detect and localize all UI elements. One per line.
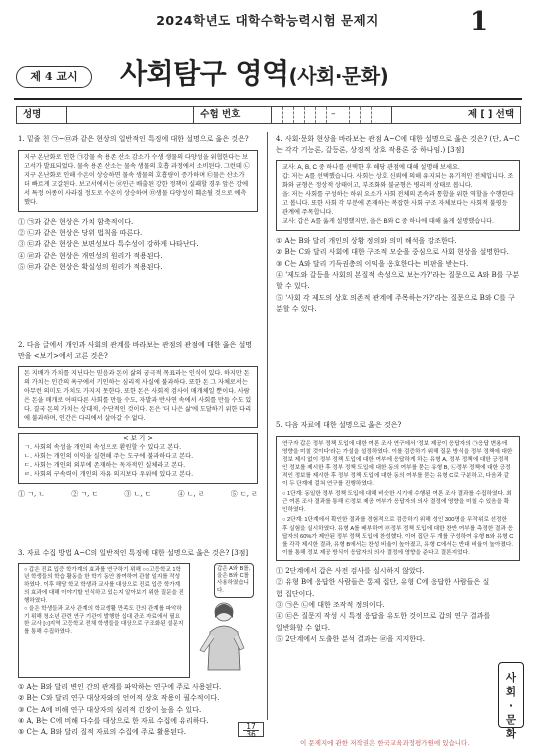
- session-badge: 제 4 교시: [16, 66, 92, 88]
- question-1-stem: 1. 밑줄 친 ㉠~㉤과 같은 현상의 일반적인 특징에 대한 설명으로 옳은 것은?: [18, 135, 249, 143]
- question-2-bogi-box: [18, 433, 258, 483]
- subject-main: 사회탐구 영역: [120, 57, 289, 90]
- selection-label: 제 [ ] 선택: [467, 109, 514, 121]
- question-4-option[interactable]: ⑤ '사회 각 제도의 상호 의존적 관계에 주목하는가?'라는 질문으로 B와 C를 구분할 수 있다.: [276, 293, 515, 314]
- question-5-step2: ○ 2단계: 1단계에서 확인한 결과를 경험적으로 검증하기 위해 성인 300명을 무작위로 선정한 후 실험을 실시하였다. 유형 A를 배부하여 ㉣정부 정책 도입에 대한 찬반 여부를 측정한 결과 응답자의 60%가 제안된 정부 정책 도입에 찬성했다. 이어 집단 두 개를 구성하여 유형 B와 유형 C를 각각 제시한 결과, 유형 B에서는 찬성 비율이 높아졌고, 유형 C에서는 반대 비율이 높아졌다. 이를 통해 정보 제공 방식이 응답자의 의사 결정에 영향을 준다고 결론지었다.: [282, 517, 514, 556]
- footer-page: 17: [246, 722, 256, 731]
- examinee-info-row: [16, 106, 521, 124]
- name-field[interactable]: [67, 107, 195, 123]
- digit-cell: [350, 107, 361, 123]
- question-4: [276, 134, 520, 315]
- question-2-option[interactable]: ③ ㄴ, ㄷ: [124, 489, 152, 498]
- digit-cell: [361, 107, 372, 123]
- digit-cell: [316, 107, 327, 123]
- bogi-item: ㄷ. 사회는 개인의 외부에 존재하는 독자적인 실체라고 본다.: [24, 461, 186, 469]
- question-2-option[interactable]: ② ㄱ, ㄷ: [71, 489, 99, 498]
- exam-number-dash: –: [330, 109, 336, 120]
- question-2-option[interactable]: ① ㄱ, ㄴ: [18, 489, 46, 498]
- subject-side-tab: [498, 662, 524, 740]
- question-5-step1: ○ 1단계: 동일한 정부 정책 도입에 대해 비슷한 시기에 수행된 여론 조사 결과를 수집하였다. 최근 여론 조사 결과를 통해 ㉢정보 제공 여부가 응답자의 의사 결정에 영향을 미칠 수 있음을 확인하였다.: [282, 491, 512, 514]
- question-5-option[interactable]: ① 2단계에서 갑은 사전 검사를 실시하지 않았다.: [276, 566, 425, 575]
- question-4-stem: 4. 사회·문화 현상을 바라보는 관점 A~C에 대한 설명으로 옳은 것은? (단, A~C는 각각 기능론, 갈등론, 상징적 상호 작용론 중 하나임.) [3점]: [276, 135, 520, 154]
- question-3-option[interactable]: ② B는 C와 달리 연구 대상자와의 언어적 상호 작용이 필수적이다.: [18, 694, 220, 703]
- question-2-stem: 2. 다음 글에서 개인과 사회의 관계를 바라보는 관점의 관점에 대한 옳은 설명만을 <보기>에서 고른 것은?: [18, 341, 253, 360]
- bogi-item: ㄱ. 사회의 속성을 개인의 속성으로 환원할 수 있다고 본다.: [24, 443, 182, 451]
- question-3-stem: 3. 자료 수집 방법 A~C의 일반적인 특징에 대한 설명으로 옳은 것은? [3점]: [18, 549, 249, 557]
- digit-cell: [339, 107, 350, 123]
- question-1-passage: 지구 온난화로 인한 ㉠강물 속 용존 산소 감소가 수생 생물의 다양성을 위협한다는 보고서가 발표되었다. 물속 용존 산소는 물속 생물의 호흡 과정에서 소비된다. 그런데 ㉡지구 온난화로 인해 수온이 상승하면 물속 생물의 호흡량이 증가하며 ㉢물은 산소가 더 빠르게 고갈된다. 보고서에서는 ㉣인근 배출된 강한 정책이 실패할 경우 앞은 강에서 특정 어종이 사라질 정도로 수온이 상승하여 ㉤생물 다양성이 훼손될 것으로 예측했다.: [18, 150, 258, 212]
- question-1-option[interactable]: ② ㉡과 같은 현상은 당위 법칙을 따른다.: [18, 228, 143, 237]
- selection-cell[interactable]: [392, 107, 520, 123]
- question-4-option[interactable]: ① A는 B와 달리 개인의 상황 정의와 의미 해석을 강조한다.: [276, 237, 457, 246]
- question-5-option[interactable]: ⑤ 2단계에서 도출한 분석 결과는 ㉣을 지지한다.: [276, 634, 425, 643]
- question-5-intro: 연구자 갑은 정부 정책 도입에 대한 여론 조사 연구에서 '정보 제공이 응답자의 ㉠응답 변용에 영향을 미칠 것이다'라는 가설을 설정하였다. 이를 검증하기 위해 질문 방식을 정부 정책에 대한 정보 제시 없이 정부 정책 도입에 대한 여부에 응답하게 하는 유형 A, 정부 정책에 대한 긍정적인 정보를 제시한 후 정부 정책 도입에 대한 동의 여부를 묻는 유형 B, ㉡정부 정책에 대한 긍정적인 정보를 제시한 후 정부 정책 도입에 대한 동의 여부를 묻는 유형 C로 구분하고, 다음과 같이 두 단계에 걸쳐 연구를 진행하였다.: [282, 440, 513, 488]
- question-4-option[interactable]: ② B는 C와 달리 사회에 대한 구조적 모순을 중심으로 사회 현상을 설명한다.: [276, 248, 509, 257]
- name-label-cell: [17, 107, 67, 123]
- question-5-option[interactable]: ④ ㉢은 질문지 작성 시 특정 응답을 유도한 것이므로 갑의 연구 결과를 일반화할 수 없다.: [276, 612, 491, 632]
- question-5: [276, 420, 520, 645]
- digit-cell: [283, 107, 294, 123]
- question-3-option[interactable]: ⑤ C는 A, B와 달리 질적 자료의 수집에 주로 활용된다.: [18, 728, 187, 737]
- question-3: [18, 548, 258, 739]
- question-4-option[interactable]: ③ C는 A와 달리 기득권층의 이익을 옹호한다는 비판을 받는다.: [276, 259, 469, 268]
- question-3-option[interactable]: ③ C는 A에 비해 연구 대상자의 심리적 긴장이 높을 수 있다.: [18, 705, 202, 714]
- question-5-option[interactable]: ③ ㉠은 ㉡에 대한 조작적 정의이다.: [276, 600, 385, 609]
- bogi-title: < 보 기 >: [123, 434, 153, 443]
- question-2-options: [18, 489, 258, 500]
- question-1-option[interactable]: ⑤ ㉤과 같은 현상은 확실성의 원리가 적용된다.: [18, 262, 163, 271]
- question-2-passage: 돈 지배가 가치를 지닌다는 믿음과 돈이 삶의 궁극적 목표라는 인식이 있다. 하지만 돈의 가치는 인간의 욕구에서 기인하는 심리적 사실에 불과하다. 또한 돈 그 자체로서는 아무런 의미도 가치도 가지지 못한다. 또한 돈은 사회적 검사이 매개체일 뿐이다. 사람은 돈을 매개로 어떠다른 사회를 만들 수도, 자발과 반사연 속에서 사회를 만들 수도 있다. 결국 돈의 가치는 상대적, 수단적인 것이다. 돈은 '더 나은 삶'에 도달하기 위한 다리에 불과하며, 인간은 다리에서 살아갈 수 없다.: [18, 366, 258, 428]
- digit-cell: [272, 107, 283, 123]
- question-4-passage: 교사: A, B, C 중 하나를 선택한 후 해당 관점에 대해 설명해 보세요. 갑: 저는 A를 선택했습니다. 사회는 상호 신뢰에 의해 유지되는 유기적인 전체입니다. 조화와 균형은 정상적 상태이고, 부조화와 불균형은 병리적 상태로 봅니다. 을: 저는 사회를 구성하는 하위 요소가 사회 전체의 존속과 통합을 위한 역할을 수행한다고 봅니다. 또한 사회 각 부분에 존재하는 복잡한 사회 구조 자체보다는 사회적 불평등 관계에 주목합니다. 교사: 갑은 A를 옳게 설명했지만, 을은 B와 C 중 하나에 대해 옳게 설명했습니다.: [276, 160, 520, 231]
- bogi-item: ㄴ. 사회는 개인의 이익을 실현해 주는 도구에 불과하다고 본다.: [24, 452, 194, 460]
- exam-number-field[interactable]: [272, 107, 392, 123]
- header-rule: [14, 98, 522, 100]
- question-3-passage: ○ 갑은 진료 입증 학가계의 효과를 연구하기 위해 ○○고등학교 1학년 학생들의 학습 활동을 한 학기 동안 참여하여 관찰 일지를 작성하였다. 이후 해당 학교 학생과 교사를 대상으로 진료 입증 학가계의 효과에 대해 이야기할 인식하고 있는지 알아보기 위한 질문을 진행하였다. ○ 을은 학생들과 교사 관계의 학교생활 만족도 간의 관계를 파악하기 위해 청소년 관련 연구 기관이 발행한 십대 관조 자료에서 필요한 교사 [○]지역 고등학교 전체 학생들을 대상으로 구조화된 설문지를 통해 수집하였다.: [18, 563, 190, 678]
- question-3-teacher-figure: [194, 563, 256, 678]
- speech-bubble: 갑은 A와 B를, 을은 B와 C를 사용하였습니다.: [214, 563, 254, 599]
- exam-number-label-cell: [194, 107, 272, 123]
- question-3-option[interactable]: ① A는 B와 달리 변인 간의 관계를 파악하는 연구에 주로 사용된다.: [18, 682, 222, 691]
- digit-cell: [305, 107, 316, 123]
- question-1: [18, 134, 258, 273]
- question-2-option[interactable]: ④ ㄴ, ㄹ: [177, 489, 205, 498]
- question-1-option[interactable]: ③ ㉢과 같은 현상은 보편성보다 특수성이 강하게 나타난다.: [18, 240, 199, 249]
- question-3-figure-row: [18, 563, 258, 678]
- question-5-passage: [276, 436, 520, 561]
- digit-cell: [294, 107, 305, 123]
- question-5-option[interactable]: ② 유형 B에 응답한 사람들은 통제 집단, 유형 C에 응답한 사람들은 실험 집단이다.: [276, 578, 490, 598]
- column-divider: [267, 132, 268, 720]
- question-2-option[interactable]: ⑤ ㄷ, ㄹ: [230, 489, 258, 498]
- question-2: [18, 340, 258, 500]
- footer-total: 36: [246, 730, 256, 739]
- exam-header-title: 2024학년도 대학수학능력시험 문제지: [156, 13, 379, 28]
- subject-sub: (사회·문화): [288, 64, 389, 88]
- question-3-option[interactable]: ④ A, B는 C에 비해 다수를 대상으로 한 자료 수집에 유리하다.: [18, 716, 209, 725]
- teacher-illustration: [194, 598, 254, 674]
- question-4-option[interactable]: ④ '제도와 갈등을 사회의 본질적 속성으로 보는가?'라는 질문으로 A와 B를 구분할 수 있다.: [276, 271, 520, 291]
- name-label: 성명: [23, 109, 42, 121]
- page-number: 1: [470, 7, 489, 37]
- side-tab-label: 사회·문화: [505, 672, 517, 740]
- bogi-item: ㄹ. 사회의 구속력이 개인의 자유 의지보다 우위에 있다고 본다.: [24, 470, 194, 478]
- question-5-stem: 5. 다음 자료에 대한 설명으로 옳은 것은?: [276, 421, 402, 429]
- exam-number-label: 수험 번호: [200, 109, 241, 121]
- footer-page-indicator: [238, 722, 264, 737]
- subject-title: [120, 56, 388, 91]
- copyright-note: 이 문제지에 관한 저작권은 한국교육과정평가원에 있습니다.: [300, 739, 470, 747]
- question-1-option[interactable]: ① ㉠과 같은 현상은 가치 함축적이다.: [18, 217, 134, 226]
- question-1-option[interactable]: ④ ㉣과 같은 현상은 개연성의 원리가 적용된다.: [18, 251, 163, 260]
